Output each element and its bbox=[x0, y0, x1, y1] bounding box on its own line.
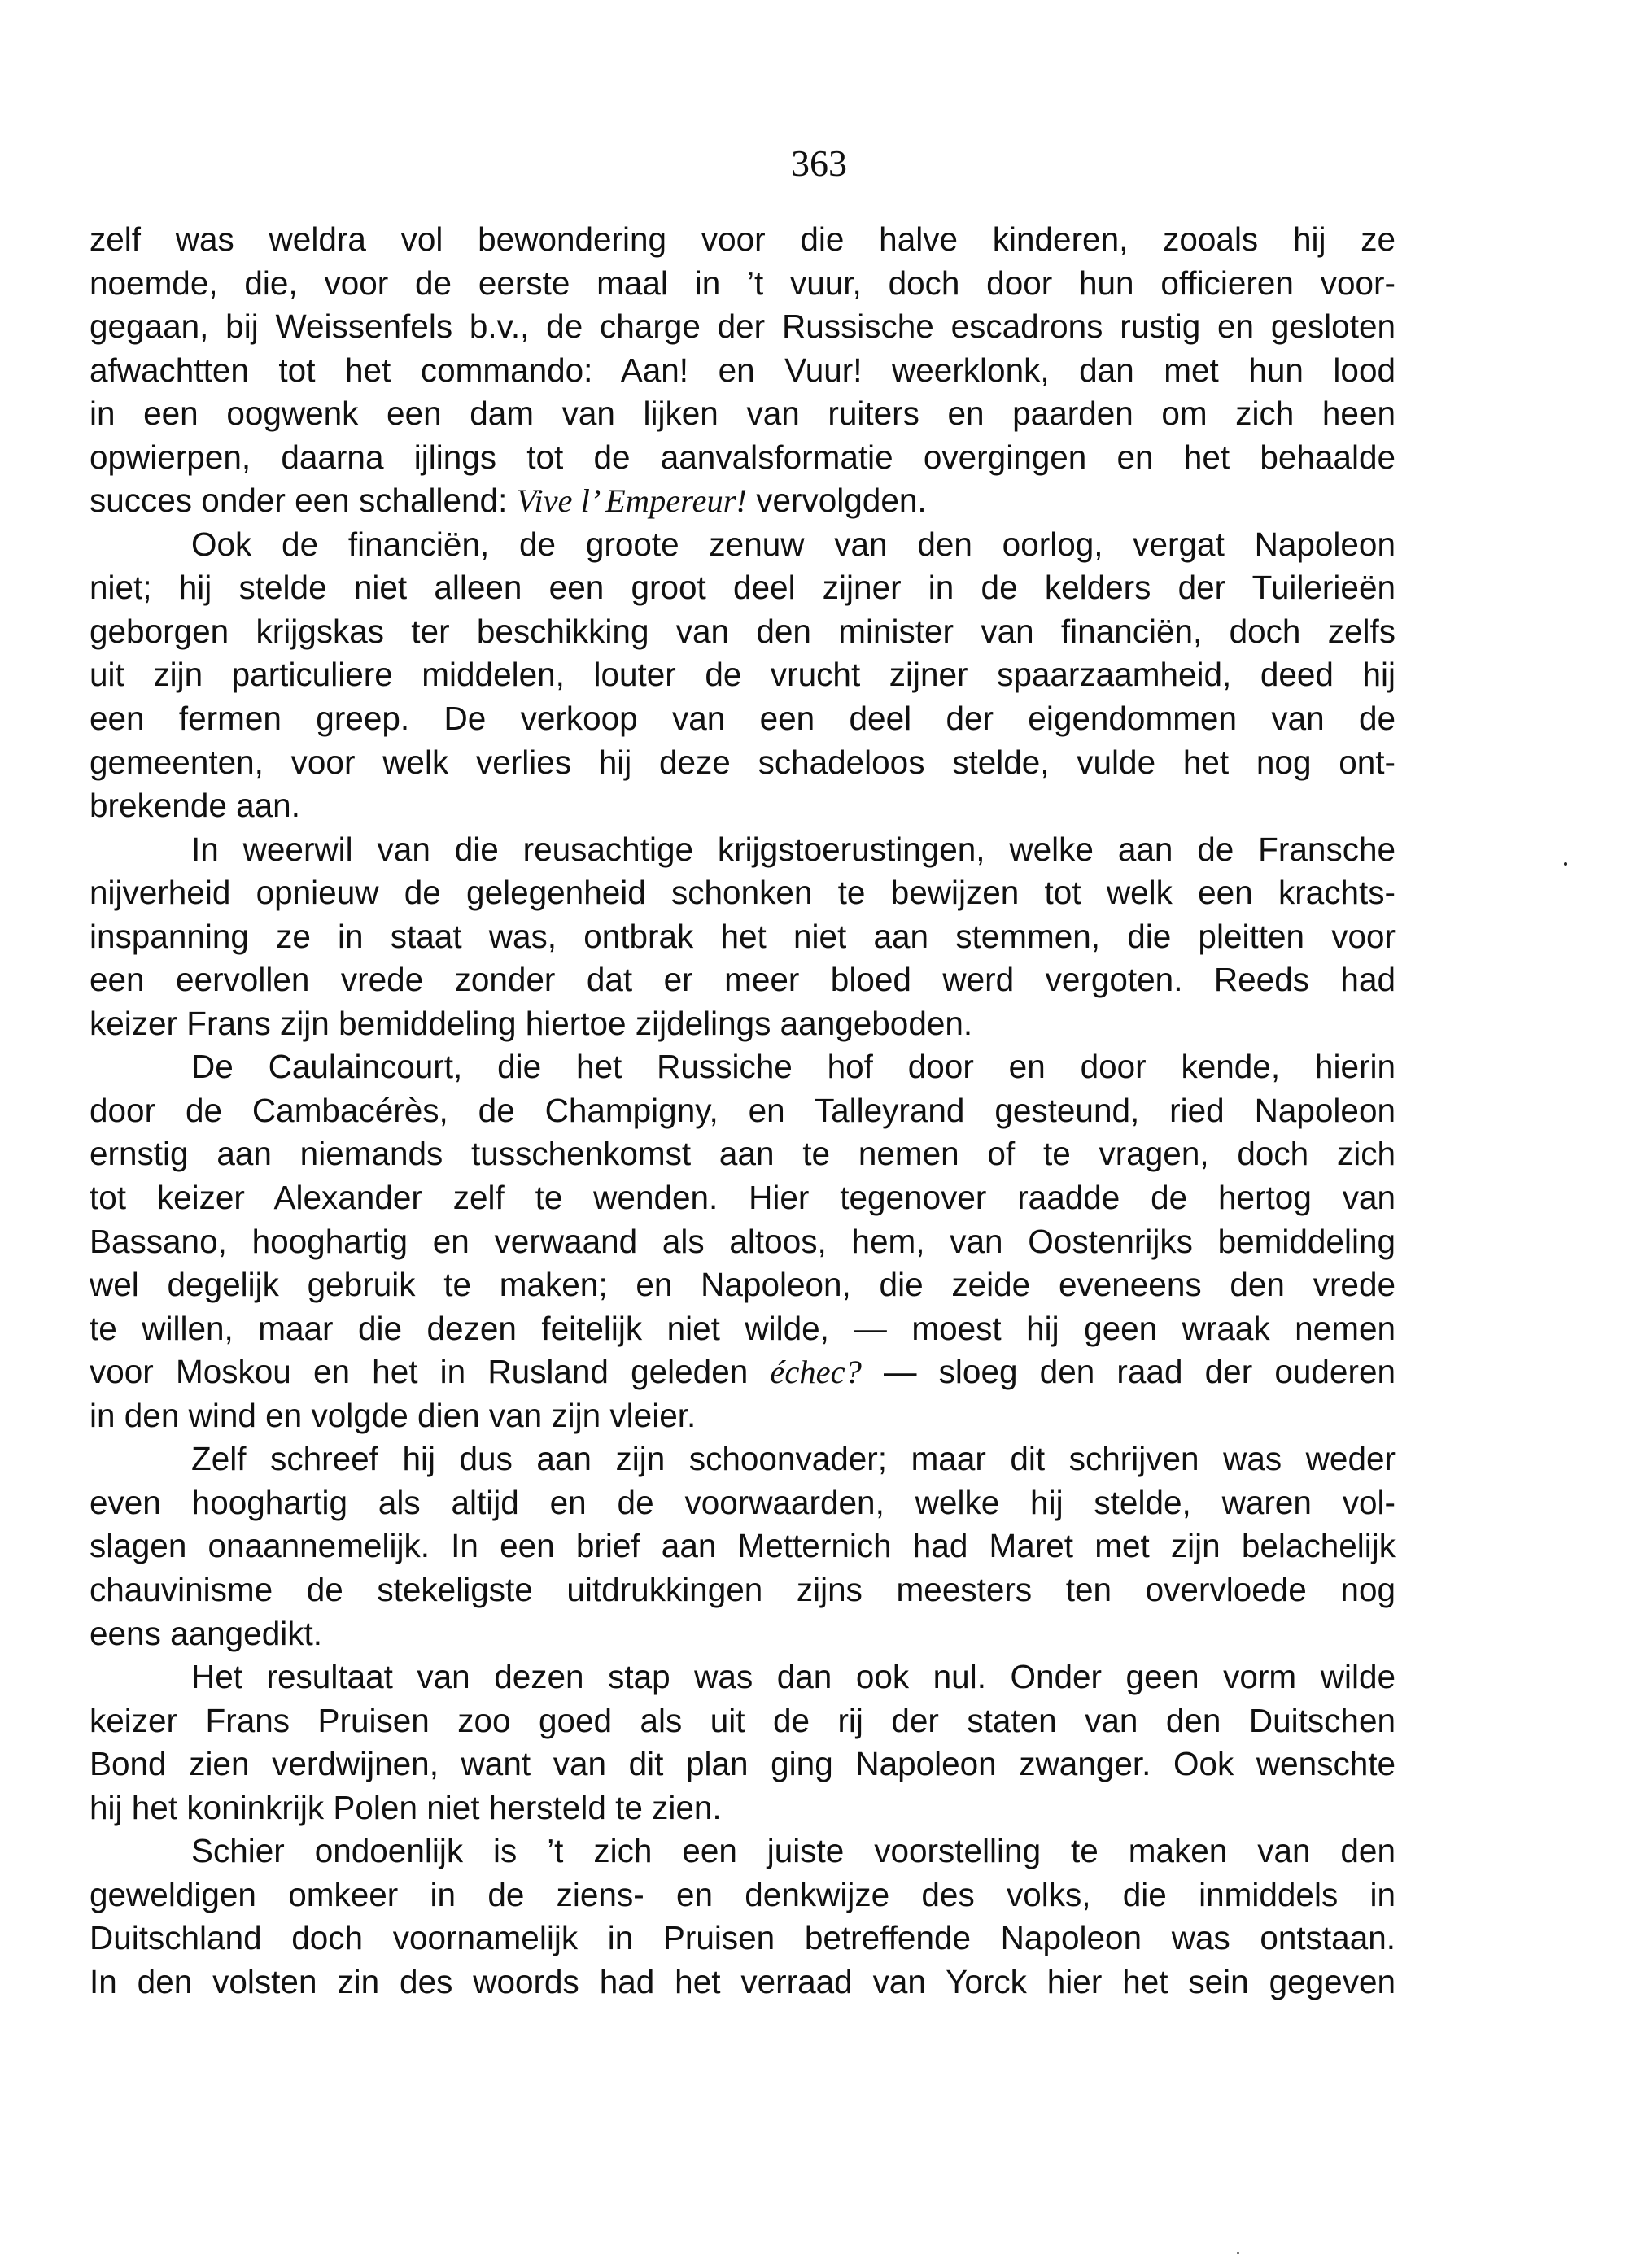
paragraph-start: Het resultaat van dezen stap was dan ook nul. Onder geen vorm wilde bbox=[191, 1658, 1396, 1696]
text-line: slagen onaannemelijk. In een brief aan Metternich had Maret met zijn belachelijk bbox=[90, 1527, 1396, 1565]
scan-speck bbox=[1237, 2252, 1239, 2254]
italic-word: échec? bbox=[770, 1354, 862, 1391]
text-line: In den volsten zin des woords had het verraad van Yorck hier het sein gegeven bbox=[90, 1962, 1396, 2000]
text-line: eens aangedikt. bbox=[90, 1614, 322, 1652]
text-line: afwachtten tot het commando: Aan! en Vuur! weerklonk, dan met hun lood bbox=[90, 351, 1396, 389]
page-number: 363 bbox=[791, 142, 847, 184]
text-line: even hooghartig als altijd en de voorwaarden, welke hij stelde, waren vol- bbox=[90, 1483, 1396, 1521]
text-line: Bond zien verdwijnen, want van dit plan ging Napoleon zwanger. Ook wenschte bbox=[90, 1745, 1396, 1783]
text-line: brekende aan. bbox=[90, 787, 300, 825]
text-line: ernstig aan niemands tusschenkomst aan te nemen of te vragen, doch zich bbox=[90, 1135, 1396, 1173]
text-line: door de Cambacérès, de Champigny, en Talleyrand gesteund, ried Napoleon bbox=[90, 1091, 1396, 1129]
text-line: in een oogwenk een dam van lijken van ruiters en paarden om zich heen bbox=[90, 395, 1396, 433]
paragraph-start: Ook de financiën, de groote zenuw van den oorlog, vergat Napoleon bbox=[191, 525, 1396, 563]
text-line: gegaan, bij Weissenfels b.v., de charge der Russische escadrons rustig en gesloten bbox=[90, 307, 1396, 346]
text-line: chauvinisme de stekeligste uitdrukkingen zijns meesters ten overvloede nog bbox=[90, 1570, 1396, 1608]
text-line: geborgen krijgskas ter beschikking van den minister van financiën, doch zelfs bbox=[90, 612, 1396, 650]
text-line: gemeenten, voor welk verlies hij deze schadeloos stelde, vulde het nog ont- bbox=[90, 743, 1396, 781]
text-line: Bassano, hooghartig en verwaand als altoos, hem, van Oostenrijks bemiddeling bbox=[90, 1222, 1396, 1260]
text-line: Duitschland doch voornamelijk in Pruisen betreffende Napoleon was ontstaan. bbox=[90, 1919, 1396, 1957]
body-text bbox=[90, 218, 1396, 2004]
text-line: nijverheid opnieuw de gelegenheid schonken te bewijzen tot welk een krachts- bbox=[90, 874, 1396, 912]
paragraph-start: In weerwil van die reusachtige krijgstoerustingen, welke aan de Fransche bbox=[191, 830, 1396, 868]
paragraph-start: Zelf schreef hij dus aan zijn schoonvader; maar dit schrijven was weder bbox=[191, 1440, 1396, 1478]
text-line: te willen, maar die dezen feitelijk niet wilde, — moest hij geen wraak nemen bbox=[90, 1309, 1396, 1347]
text-line: hij het koninkrijk Polen niet hersteld te zien. bbox=[90, 1788, 722, 1826]
paragraph-start: Schier ondoenlijk is ’t zich een juiste voorstelling te maken van den bbox=[191, 1832, 1396, 1870]
text-line: inspanning ze in staat was, ontbrak het niet aan stemmen, die pleitten voor bbox=[90, 917, 1396, 955]
text-line: succes onder een schallend: Vive l’ Empereur! vervolgden. bbox=[90, 482, 927, 520]
text-line: een eervollen vrede zonder dat er meer bloed werd vergoten. Reeds had bbox=[90, 961, 1396, 999]
text-line: niet; hij stelde niet alleen een groot deel zijner in de kelders der Tuilerieën bbox=[90, 569, 1396, 607]
text-line: in den wind en volgde dien van zijn vleier. bbox=[90, 1396, 697, 1434]
text-line: keizer Frans zijn bemiddeling hiertoe zijdelings aangeboden. bbox=[90, 1004, 973, 1042]
text-line: uit zijn particuliere middelen, louter de vrucht zijner spaarzaamheid, deed hij bbox=[90, 656, 1396, 694]
scan-speck bbox=[1564, 862, 1567, 866]
text-line: geweldigen omkeer in de ziens- en denkwijze des volks, die inmiddels in bbox=[90, 1875, 1396, 1913]
paragraph-start: De Caulaincourt, die het Russiche hof door en door kende, hierin bbox=[191, 1048, 1396, 1086]
text-line: noemde, die, voor de eerste maal in ’t vuur, doch door hun officieren voor- bbox=[90, 264, 1396, 302]
text-line: zelf was weldra vol bewondering voor die halve kinderen, zooals hij ze bbox=[90, 220, 1396, 258]
text-line: voor Moskou en het in Rusland geleden échec? — sloeg den raad der ouderen bbox=[90, 1353, 1396, 1391]
text-line: een fermen greep. De verkoop van een deel der eigendommen van de bbox=[90, 700, 1396, 738]
text-line: wel degelijk gebruik te maken; en Napoleon, die zeide eveneens den vrede bbox=[90, 1266, 1396, 1304]
italic-phrase: Vive l’ Empereur! bbox=[516, 482, 747, 520]
text-line: keizer Frans Pruisen zoo goed als uit de rij der staten van den Duitschen bbox=[90, 1701, 1396, 1739]
text-line: opwierpen, daarna ijlings tot de aanvalsformatie overgingen en het behaalde bbox=[90, 438, 1396, 476]
text-line: tot keizer Alexander zelf te wenden. Hier tegenover raadde de hertog van bbox=[90, 1179, 1396, 1217]
